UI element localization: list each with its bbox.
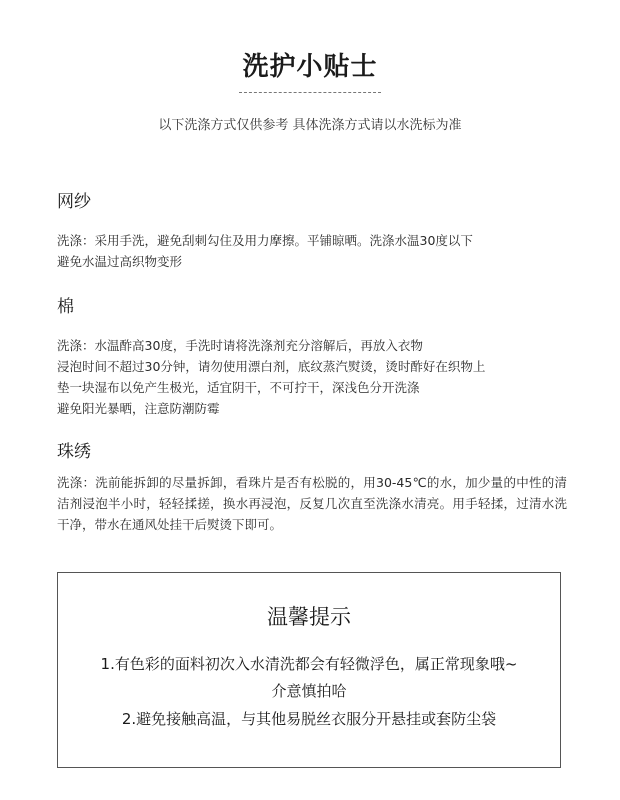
section-heading-mesh: 网纱 xyxy=(57,192,91,212)
mesh-line-2: 避免水温过高织物变形 xyxy=(57,254,183,269)
notice-title: 温馨提示 xyxy=(267,605,351,629)
page-title: 洗护小贴士 xyxy=(242,52,378,82)
section-mesh xyxy=(57,190,567,272)
section-heading-beadwork: 珠绣 xyxy=(57,442,91,462)
section-heading-cotton: 棉 xyxy=(57,297,74,317)
cotton-line-3: 垫一块湿布以免产生极光，适宜阴干，不可拧干，深浅色分开洗涤 xyxy=(57,380,420,395)
notice-line-1-continued: 介意慎拍哈 xyxy=(271,682,347,700)
cotton-line-1: 洗涤：水温酢高30度，手洗时请将洗涤剂充分溶解后，再放入衣物 xyxy=(57,338,423,353)
notice-box xyxy=(57,572,561,768)
page-subtitle: 以下洗涤方式仅供参考 具体洗涤方式请以水洗标为准 xyxy=(158,118,462,133)
cotton-line-2: 浸泡时间不超过30分钟，请勿使用漂白剂，底纹蒸汽熨烫，烫时酢好在织物上 xyxy=(57,359,486,374)
title-divider xyxy=(239,92,381,93)
section-beadwork xyxy=(57,440,567,535)
cotton-line-4: 避免阳光暴晒，注意防潮防霉 xyxy=(57,401,220,416)
notice-line-2: 2.避免接触高温，与其他易脱丝衣服分开悬挂或套防尘袋 xyxy=(121,710,497,728)
notice-line-1: 1.有色彩的面料初次入水清洗都会有轻微浮色，属正常现象哦~ xyxy=(100,655,518,673)
mesh-line-1: 洗涤：采用手洗，避免刮刺勾住及用力摩擦。平铺晾晒。洗涤水温30度以下 xyxy=(57,233,473,248)
section-cotton xyxy=(57,295,567,419)
beadwork-paragraph: 洗涤：洗前能拆卸的尽量拆卸，看珠片是否有松脱的，用30-45℃的水，加少量的中性的清洁剂浸泡半小时，轻轻揉搓，换水再浸泡，反复几次直至洗涤水清亮。用手轻揉，过清水洗干净，带水在通风处挂干后熨烫下即可。 xyxy=(57,475,567,532)
